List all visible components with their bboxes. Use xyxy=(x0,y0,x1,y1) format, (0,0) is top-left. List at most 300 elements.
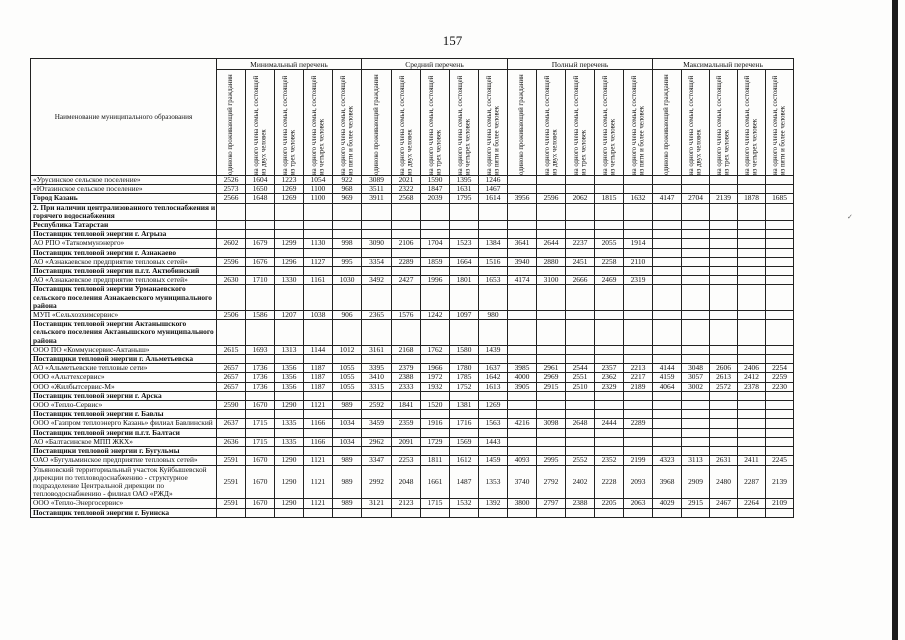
empty-cell xyxy=(479,508,508,517)
empty-cell xyxy=(508,508,537,517)
empty-cell xyxy=(362,285,392,311)
value-cell: 1729 xyxy=(421,437,450,446)
empty-cell xyxy=(421,508,450,517)
value-cell: 1335 xyxy=(275,437,304,446)
table-row xyxy=(31,239,794,248)
value-cell: 2551 xyxy=(566,373,595,382)
value-cell xyxy=(682,276,710,285)
value-cell: 3492 xyxy=(362,276,392,285)
empty-cell xyxy=(508,410,537,419)
empty-cell xyxy=(304,391,333,400)
value-cell xyxy=(682,419,710,428)
value-cell: 1859 xyxy=(421,257,450,266)
empty-cell xyxy=(624,267,653,276)
value-cell: 3641 xyxy=(508,239,537,248)
empty-cell xyxy=(479,355,508,364)
column-header xyxy=(450,70,479,176)
empty-cell xyxy=(479,285,508,311)
value-cell: 2636 xyxy=(217,437,246,446)
value-cell: 1815 xyxy=(595,194,624,203)
municipality-name: ООО «Газпром теплоэнерго Казань» филиал Бавлинский xyxy=(31,419,217,428)
value-cell xyxy=(738,176,766,185)
empty-cell xyxy=(682,320,710,346)
value-cell: 2880 xyxy=(537,257,566,266)
empty-cell xyxy=(766,221,794,230)
empty-cell xyxy=(246,203,275,220)
empty-cell xyxy=(246,410,275,419)
value-cell xyxy=(537,437,566,446)
empty-cell xyxy=(738,221,766,230)
empty-cell xyxy=(653,320,682,346)
value-cell: 2199 xyxy=(624,456,653,465)
column-header-label: одиноко проживающий гражданин xyxy=(663,74,671,175)
value-cell: 2648 xyxy=(566,419,595,428)
value-cell: 2021 xyxy=(392,176,421,185)
value-cell: 3113 xyxy=(682,456,710,465)
empty-cell xyxy=(217,355,246,364)
value-cell: 1715 xyxy=(421,499,450,508)
value-cell: 2506 xyxy=(217,311,246,320)
group-header: Максимальный перечень xyxy=(653,59,794,70)
value-cell: 1161 xyxy=(304,276,333,285)
value-cell xyxy=(738,257,766,266)
empty-cell xyxy=(450,203,479,220)
value-cell: 2289 xyxy=(624,419,653,428)
value-cell: 3354 xyxy=(362,257,392,266)
empty-cell xyxy=(304,248,333,257)
value-cell xyxy=(766,437,794,446)
column-header-label: на одного члена семьи, состоящей из трех человек xyxy=(716,75,731,175)
value-cell: 995 xyxy=(333,257,362,266)
empty-cell xyxy=(653,428,682,437)
empty-cell xyxy=(508,203,537,220)
value-cell xyxy=(595,401,624,410)
empty-cell xyxy=(217,248,246,257)
column-header xyxy=(738,70,766,176)
empty-cell xyxy=(595,203,624,220)
column-header xyxy=(537,70,566,176)
value-cell: 2091 xyxy=(392,437,421,446)
empty-cell xyxy=(653,447,682,456)
empty-cell xyxy=(362,230,392,239)
empty-cell xyxy=(333,221,362,230)
value-cell: 1299 xyxy=(275,239,304,248)
value-cell: 969 xyxy=(333,194,362,203)
empty-cell xyxy=(421,248,450,257)
column-header-label: на одного члена семьи, состоящей из четырех человек xyxy=(601,75,616,175)
value-cell xyxy=(537,311,566,320)
empty-cell xyxy=(682,391,710,400)
value-cell: 2591 xyxy=(217,465,246,499)
empty-cell xyxy=(537,428,566,437)
empty-cell xyxy=(766,248,794,257)
value-cell: 1055 xyxy=(333,382,362,391)
value-cell xyxy=(682,311,710,320)
empty-cell xyxy=(479,230,508,239)
section-title: Республика Татарстан xyxy=(31,221,217,230)
value-cell: 2510 xyxy=(566,382,595,391)
empty-cell xyxy=(595,230,624,239)
empty-cell xyxy=(537,285,566,311)
empty-cell xyxy=(333,248,362,257)
empty-cell xyxy=(217,508,246,517)
empty-cell xyxy=(217,428,246,437)
empty-cell xyxy=(566,230,595,239)
value-cell xyxy=(653,257,682,266)
value-cell: 1932 xyxy=(421,382,450,391)
empty-cell xyxy=(738,230,766,239)
value-cell xyxy=(682,239,710,248)
value-cell: 1916 xyxy=(421,419,450,428)
empty-cell xyxy=(738,203,766,220)
value-cell: 4029 xyxy=(653,499,682,508)
value-cell: 1187 xyxy=(304,382,333,391)
value-cell: 1736 xyxy=(246,373,275,382)
empty-cell xyxy=(362,391,392,400)
value-cell xyxy=(766,185,794,194)
empty-cell xyxy=(710,355,738,364)
empty-cell xyxy=(653,230,682,239)
value-cell: 2915 xyxy=(537,382,566,391)
value-cell: 1780 xyxy=(450,364,479,373)
empty-cell xyxy=(246,508,275,517)
empty-cell xyxy=(479,267,508,276)
value-cell: 2110 xyxy=(624,257,653,266)
value-cell: 2287 xyxy=(738,465,766,499)
table-row xyxy=(31,364,794,373)
value-cell: 2388 xyxy=(566,499,595,508)
empty-cell xyxy=(566,355,595,364)
value-cell: 2139 xyxy=(766,465,794,499)
table-row xyxy=(31,185,794,194)
empty-cell xyxy=(766,508,794,517)
column-header-label: на одного члена семьи, состоящей из трех человек xyxy=(427,75,442,175)
value-cell: 4144 xyxy=(653,364,682,373)
value-cell xyxy=(624,437,653,446)
value-cell: 2055 xyxy=(595,239,624,248)
empty-cell xyxy=(362,410,392,419)
value-cell: 1563 xyxy=(479,419,508,428)
section-row xyxy=(31,355,794,364)
empty-cell xyxy=(333,230,362,239)
value-cell: 1811 xyxy=(421,456,450,465)
column-header-label: на одного члена семьи, состоящей из четырех человек xyxy=(456,75,471,175)
value-cell: 2359 xyxy=(392,419,421,428)
value-cell: 1012 xyxy=(333,345,362,354)
value-cell xyxy=(566,311,595,320)
table-row xyxy=(31,437,794,446)
value-cell: 2258 xyxy=(595,257,624,266)
column-header xyxy=(682,70,710,176)
empty-cell xyxy=(450,508,479,517)
empty-cell xyxy=(362,267,392,276)
section-row xyxy=(31,447,794,456)
value-cell: 2388 xyxy=(392,373,421,382)
value-cell: 2189 xyxy=(624,382,653,391)
empty-cell xyxy=(537,320,566,346)
empty-cell xyxy=(710,391,738,400)
column-header xyxy=(333,70,362,176)
empty-cell xyxy=(738,508,766,517)
empty-cell xyxy=(624,508,653,517)
empty-cell xyxy=(304,221,333,230)
value-cell: 1097 xyxy=(450,311,479,320)
value-cell: 1653 xyxy=(479,276,508,285)
empty-cell xyxy=(421,267,450,276)
value-cell xyxy=(682,257,710,266)
empty-cell xyxy=(421,285,450,311)
empty-cell xyxy=(682,508,710,517)
empty-cell xyxy=(479,248,508,257)
value-cell: 989 xyxy=(333,499,362,508)
value-cell: 3347 xyxy=(362,456,392,465)
value-cell: 1520 xyxy=(421,401,450,410)
value-cell: 1632 xyxy=(624,194,653,203)
value-cell: 989 xyxy=(333,456,362,465)
empty-cell xyxy=(246,285,275,311)
column-header xyxy=(421,70,450,176)
empty-cell xyxy=(682,267,710,276)
value-cell: 1716 xyxy=(450,419,479,428)
value-cell: 2573 xyxy=(217,185,246,194)
value-cell: 1612 xyxy=(450,456,479,465)
empty-cell xyxy=(766,230,794,239)
value-cell xyxy=(566,401,595,410)
empty-cell xyxy=(450,320,479,346)
empty-cell xyxy=(275,285,304,311)
empty-cell xyxy=(537,355,566,364)
empty-cell xyxy=(508,320,537,346)
value-cell: 2657 xyxy=(217,373,246,382)
value-cell: 2259 xyxy=(766,373,794,382)
empty-cell xyxy=(566,447,595,456)
empty-cell xyxy=(566,508,595,517)
value-cell: 3459 xyxy=(362,419,392,428)
value-cell: 1685 xyxy=(766,194,794,203)
empty-cell xyxy=(246,428,275,437)
value-cell: 1187 xyxy=(304,373,333,382)
value-cell: 1590 xyxy=(421,176,450,185)
empty-cell xyxy=(333,355,362,364)
value-cell: 1841 xyxy=(392,401,421,410)
empty-cell xyxy=(766,355,794,364)
value-cell xyxy=(766,345,794,354)
section-row xyxy=(31,391,794,400)
empty-cell xyxy=(624,221,653,230)
empty-cell xyxy=(304,285,333,311)
section-row xyxy=(31,428,794,437)
empty-cell xyxy=(304,508,333,517)
empty-cell xyxy=(537,447,566,456)
value-cell xyxy=(595,311,624,320)
empty-cell xyxy=(421,391,450,400)
value-cell: 2992 xyxy=(362,465,392,499)
empty-cell xyxy=(653,508,682,517)
empty-cell xyxy=(738,391,766,400)
value-cell: 1100 xyxy=(304,194,333,203)
value-cell: 2205 xyxy=(595,499,624,508)
value-cell: 2333 xyxy=(392,382,421,391)
empty-cell xyxy=(766,410,794,419)
empty-cell xyxy=(710,508,738,517)
value-cell xyxy=(738,419,766,428)
empty-cell xyxy=(738,428,766,437)
value-cell: 2566 xyxy=(217,194,246,203)
section-title: Поставщик тепловой энергии г. Буинска xyxy=(31,508,217,517)
empty-cell xyxy=(217,267,246,276)
value-cell: 1034 xyxy=(333,437,362,446)
empty-cell xyxy=(217,230,246,239)
value-cell: 1356 xyxy=(275,373,304,382)
empty-cell xyxy=(392,230,421,239)
value-cell xyxy=(653,311,682,320)
value-cell: 1038 xyxy=(304,311,333,320)
empty-cell xyxy=(275,508,304,517)
value-cell: 2411 xyxy=(738,456,766,465)
empty-cell xyxy=(333,320,362,346)
value-cell: 2657 xyxy=(217,382,246,391)
value-cell: 1710 xyxy=(246,276,275,285)
value-cell: 2637 xyxy=(217,419,246,428)
value-cell: 1670 xyxy=(246,499,275,508)
value-cell: 4147 xyxy=(653,194,682,203)
empty-cell xyxy=(275,248,304,257)
value-cell: 2412 xyxy=(738,373,766,382)
value-cell: 2264 xyxy=(738,499,766,508)
empty-cell xyxy=(450,410,479,419)
value-cell: 2253 xyxy=(392,456,421,465)
empty-cell xyxy=(479,203,508,220)
empty-cell xyxy=(362,248,392,257)
value-cell: 2213 xyxy=(624,364,653,373)
empty-cell xyxy=(566,320,595,346)
value-cell: 2797 xyxy=(537,499,566,508)
value-cell: 1130 xyxy=(304,239,333,248)
empty-cell xyxy=(624,320,653,346)
column-header xyxy=(766,70,794,176)
value-cell xyxy=(738,345,766,354)
empty-cell xyxy=(333,267,362,276)
empty-cell xyxy=(304,320,333,346)
municipality-name: ООО «Тепло-Сервис» xyxy=(31,401,217,410)
empty-cell xyxy=(275,410,304,419)
value-cell: 2596 xyxy=(217,257,246,266)
value-cell: 2792 xyxy=(537,465,566,499)
section-row xyxy=(31,267,794,276)
value-cell: 1459 xyxy=(479,456,508,465)
empty-cell xyxy=(566,221,595,230)
value-cell: 2704 xyxy=(682,194,710,203)
empty-cell xyxy=(246,248,275,257)
value-cell: 1996 xyxy=(421,276,450,285)
value-cell: 1752 xyxy=(450,382,479,391)
section-row xyxy=(31,508,794,517)
empty-cell xyxy=(392,267,421,276)
value-cell: 1613 xyxy=(479,382,508,391)
empty-cell xyxy=(537,221,566,230)
empty-cell xyxy=(508,221,537,230)
value-cell: 3002 xyxy=(682,382,710,391)
value-cell: 3090 xyxy=(362,239,392,248)
empty-cell xyxy=(682,285,710,311)
empty-cell xyxy=(362,221,392,230)
value-cell: 4216 xyxy=(508,419,537,428)
empty-cell xyxy=(595,267,624,276)
value-cell: 1246 xyxy=(479,176,508,185)
column-header xyxy=(710,70,738,176)
empty-cell xyxy=(682,203,710,220)
value-cell: 2048 xyxy=(392,465,421,499)
empty-cell xyxy=(392,203,421,220)
empty-cell xyxy=(595,221,624,230)
value-cell: 2590 xyxy=(217,401,246,410)
empty-cell xyxy=(508,391,537,400)
column-header-label: на одного члена семьи, состоящей из пяти и более человек xyxy=(485,75,500,175)
empty-cell xyxy=(738,355,766,364)
value-cell: 3048 xyxy=(682,364,710,373)
value-cell: 2572 xyxy=(710,382,738,391)
value-cell xyxy=(682,185,710,194)
section-title: Поставщик тепловой энергии п.г.т. Актюбинский xyxy=(31,267,217,276)
empty-cell xyxy=(450,267,479,276)
empty-cell xyxy=(710,248,738,257)
value-cell: 1290 xyxy=(275,465,304,499)
value-cell: 1661 xyxy=(421,465,450,499)
empty-cell xyxy=(508,447,537,456)
empty-cell xyxy=(624,203,653,220)
tariff-table-container xyxy=(30,58,794,518)
column-header-label: на одного члена семьи, состоящей из четырех человек xyxy=(310,75,325,175)
value-cell: 1055 xyxy=(333,373,362,382)
value-cell xyxy=(653,176,682,185)
empty-cell xyxy=(508,267,537,276)
value-cell: 1676 xyxy=(246,257,275,266)
empty-cell xyxy=(421,203,450,220)
value-cell: 2406 xyxy=(738,364,766,373)
section-row xyxy=(31,248,794,257)
value-cell: 1795 xyxy=(450,194,479,203)
value-cell: 1353 xyxy=(479,465,508,499)
empty-cell xyxy=(624,355,653,364)
empty-cell xyxy=(304,267,333,276)
value-cell xyxy=(738,311,766,320)
value-cell: 2909 xyxy=(682,465,710,499)
value-cell: 1392 xyxy=(479,499,508,508)
value-cell: 1121 xyxy=(304,499,333,508)
value-cell: 1356 xyxy=(275,364,304,373)
value-cell: 2480 xyxy=(710,465,738,499)
value-cell xyxy=(710,437,738,446)
empty-cell xyxy=(304,428,333,437)
column-header xyxy=(653,70,682,176)
column-header xyxy=(595,70,624,176)
value-cell: 1569 xyxy=(450,437,479,446)
column-header xyxy=(624,70,653,176)
empty-cell xyxy=(362,428,392,437)
value-cell: 1384 xyxy=(479,239,508,248)
empty-cell xyxy=(421,355,450,364)
municipality-name: ОАО «Бугульминское предприятие тепловых сетей» xyxy=(31,456,217,465)
empty-cell xyxy=(479,410,508,419)
empty-cell xyxy=(421,320,450,346)
tariff-table xyxy=(30,58,794,518)
empty-cell xyxy=(392,285,421,311)
empty-cell xyxy=(766,447,794,456)
empty-cell xyxy=(595,410,624,419)
empty-cell xyxy=(653,221,682,230)
municipality-name: АО «Азнакаевское предприятие тепловых сетей» xyxy=(31,257,217,266)
value-cell: 1801 xyxy=(450,276,479,285)
